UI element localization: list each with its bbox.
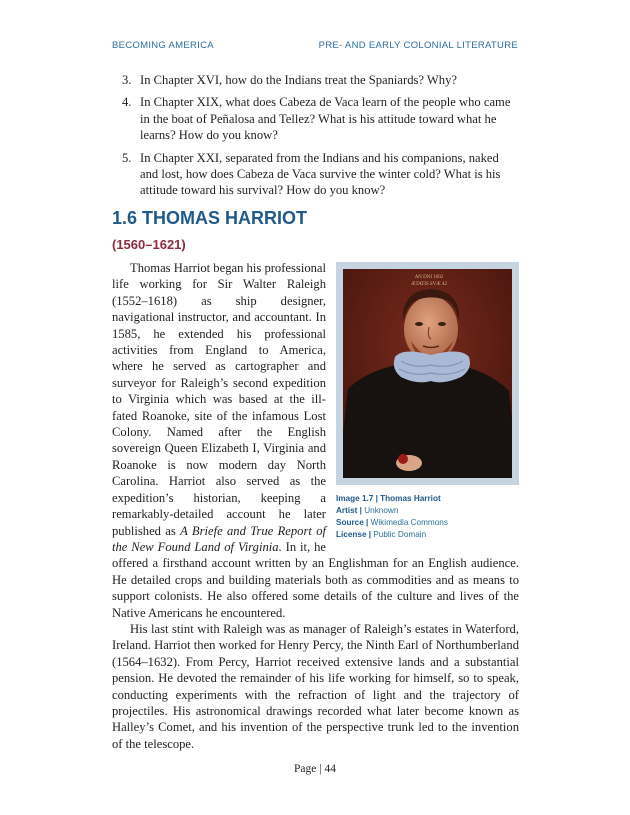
article-body	[112, 260, 519, 752]
caption-artist: Unknown	[364, 506, 399, 515]
caption-title: Image 1.7 | Thomas Harriot	[336, 494, 441, 503]
portrait-caption	[336, 493, 519, 541]
biography-paragraph-1: Thomas Harriot began his professional life working for Sir Walter Raleigh (1552–1618) as ship designer, navigational instructor, and accountant. In 1585, he extended his professional activities from England to America, where he served as cartographer and surveyor for Raleigh’s second expedition to Virginia which was based at the ill-fated Roanoke, site of the infamous Lost Colony. Named after the English sovereign Queen Elizabeth I, Virginia and Roanoke is now modern day North Carolina. Harriot also served as the expedition’s historian, keeping a remarkably-detailed account he later published as A Briefe and True Report of the New Found Land of Virginia. In it, he offered a firsthand account written by an Englishman for an English audience. He detailed crops and building materials both as commodities and as means to support colonists. He also offered some details of the culture and lives of the Native Americans he encountered.	[112, 261, 519, 620]
question-number: 5.	[122, 150, 132, 165]
book-title-italic: A Briefe and True Report of the New Found Land of Virginia	[112, 523, 326, 554]
caption-license: Public Domain	[373, 530, 427, 539]
author-life-dates: (1560–1621)	[112, 237, 186, 252]
question-text: In Chapter XVI, how do the Indians treat the Spaniards? Why?	[140, 73, 457, 87]
caption-artist-line: Artist | Unknown	[336, 506, 399, 515]
question-text: In Chapter XXI, separated from the Indians and his companions, naked and lost, how does Cabeza de Vaca survive the winter cold? What is his attitude toward his survival? How do you know?	[140, 150, 501, 198]
page-number: Page | 44	[294, 763, 336, 775]
portrait-inscription: AN DNI 1602	[414, 275, 444, 280]
caption-source-line: Source | Wikimedia Commons	[336, 518, 448, 527]
discussion-questions-list	[122, 72, 520, 205]
question-number: 4.	[122, 95, 132, 110]
question-item	[122, 72, 520, 88]
question-text: In Chapter XIX, what does Cabeza de Vaca learn of the people who came in the boat of Peñalosa and Tellez? What is his attitude toward what he learns? How do you know?	[140, 95, 511, 143]
caption-license-line: License | Public Domain	[336, 530, 427, 539]
running-header-section: PRE- AND EARLY COLONIAL LITERATURE	[318, 40, 518, 51]
running-header-book-title: BECOMING AMERICA	[112, 40, 214, 51]
thomas-harriot-portrait-image	[343, 269, 512, 478]
biography-paragraph-2: His last stint with Raleigh was as manager of Raleigh’s estates in Waterford, Ireland. Harriot then worked for Henry Percy, the Ninth Earl of Northumberland (1564–1632). From Percy, Harriot received extensive lands and a substantial pension. He devoted the remainder of his life working for himself, so to speak, conducting experiments with the refraction of light and the trajectory of projectiles. His astronomical drawings recorded what later become known as Halley’s Comet, and his invention of the perspective trunk led to the invention of the telescope.	[112, 621, 519, 751]
section-title: 1.6 THOMAS HARRIOT	[112, 208, 308, 228]
caption-source: Wikimedia Commons	[370, 518, 448, 527]
portrait-frame	[336, 262, 519, 485]
portrait-inscription: ÆTATIS SVÆ 42	[411, 282, 447, 287]
question-item	[122, 94, 520, 143]
portrait-figure	[336, 262, 519, 541]
question-item	[122, 150, 520, 199]
question-number: 3.	[122, 73, 132, 87]
